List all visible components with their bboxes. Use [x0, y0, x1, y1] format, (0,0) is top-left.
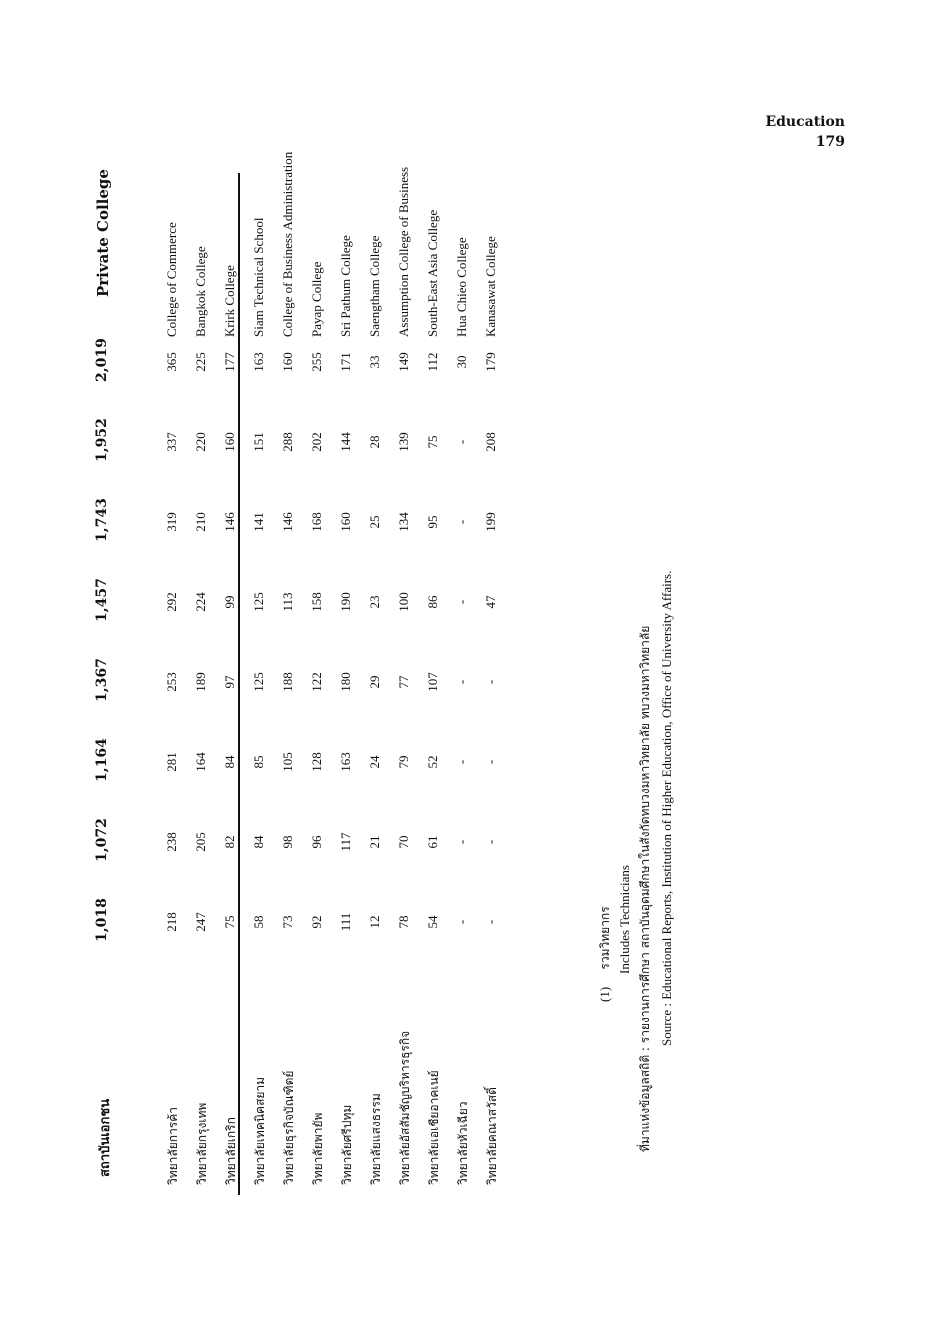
page-number: 179	[815, 134, 845, 150]
table-row	[218, 0, 246, 1337]
row-value: 247	[193, 912, 208, 932]
row-value: 95	[425, 515, 440, 529]
table-row	[450, 0, 478, 1337]
total-5: 1,457	[94, 578, 110, 622]
row-value: 70	[396, 835, 411, 849]
row-english-name: South-East Asia College	[425, 209, 440, 337]
section-title: Education	[765, 114, 845, 130]
row-value: 24	[367, 755, 382, 769]
row-value: 61	[425, 835, 440, 849]
row-english-name: Kanasawat College	[483, 236, 498, 337]
row-value: 177	[222, 352, 237, 372]
total-7: 1,952	[94, 418, 110, 462]
row-value: 255	[309, 352, 324, 372]
row-value: 163	[338, 752, 353, 772]
row-value: 112	[425, 352, 440, 372]
note-1-label: (1)	[597, 986, 612, 1002]
row-value: 180	[338, 672, 353, 692]
total-1: 1,018	[94, 898, 110, 942]
row-value: 337	[164, 432, 179, 452]
total-3: 1,164	[94, 738, 110, 782]
note-1-thai: รวมวิทยากร	[598, 906, 612, 970]
source-thai: รายงานการศึกษา สถาบันอุดมศึกษาในสังกัดทบวงมหาวิทยาลัย ทบวงมหาวิทยาลัย	[638, 625, 652, 1044]
table-row	[334, 0, 362, 1337]
table-row	[160, 0, 188, 1337]
row-value: -	[483, 919, 498, 925]
row-thai-name: วิทยาลัยธุรกิจบัณฑิตย์	[282, 1070, 296, 1185]
row-english-name: Saengtham College	[367, 235, 382, 337]
row-value: 125	[251, 672, 266, 692]
row-thai-name: วิทยาลัยพายัพ	[311, 1112, 325, 1185]
row-value: 54	[425, 915, 440, 929]
row-value: 218	[164, 912, 179, 932]
row-value: 113	[280, 592, 295, 612]
row-value: 292	[164, 592, 179, 612]
row-value: 47	[483, 595, 498, 609]
row-value: 77	[396, 675, 411, 689]
row-thai-name: วิทยาลัยเกริก	[224, 1117, 238, 1185]
row-value: -	[483, 759, 498, 765]
row-value: 205	[193, 832, 208, 852]
row-value: 168	[309, 512, 324, 532]
row-value: 164	[193, 752, 208, 772]
row-value: 146	[222, 512, 237, 532]
row-value: 171	[338, 352, 353, 372]
total-4: 1,367	[94, 658, 110, 702]
row-thai-name: วิทยาลัยหัวเฉียว	[456, 1101, 470, 1185]
row-english-name: Hua Chieo College	[454, 237, 469, 337]
row-value: 75	[425, 435, 440, 449]
row-thai-name: วิทยาลัยกรุงเทพ	[195, 1102, 209, 1185]
table-row	[247, 0, 275, 1337]
row-thai-name: วิทยาลัยศรีปทุม	[340, 1104, 354, 1185]
row-value: 160	[222, 432, 237, 452]
row-value: 82	[222, 835, 237, 849]
row-value: 288	[280, 432, 295, 452]
row-value: 92	[309, 915, 324, 929]
row-value: 208	[483, 432, 498, 452]
row-value: 99	[222, 595, 237, 609]
row-value: 30	[454, 355, 469, 369]
source-eng: Educational Reports, Institution of Higher Education, Office of University Affairs.	[659, 570, 674, 1000]
row-value: 33	[367, 355, 382, 369]
row-value: 75	[222, 915, 237, 929]
row-value: 128	[309, 752, 324, 772]
row-value: -	[454, 839, 469, 845]
row-value: 84	[222, 755, 237, 769]
row-value: 79	[396, 755, 411, 769]
source-eng-label: Source :	[659, 1003, 674, 1046]
row-value: 190	[338, 592, 353, 612]
row-value: 125	[251, 592, 266, 612]
row-value: 84	[251, 835, 266, 849]
row-value: 210	[193, 512, 208, 532]
row-value: 134	[396, 512, 411, 532]
table-right-border	[238, 173, 240, 1195]
row-value: -	[454, 919, 469, 925]
row-thai-name: วิทยาลัยแสงธรรม	[369, 1093, 383, 1185]
table-row	[479, 0, 507, 1337]
row-value: 73	[280, 915, 295, 929]
row-value: 158	[309, 592, 324, 612]
row-value: 225	[193, 352, 208, 372]
row-value: 122	[309, 672, 324, 692]
row-value: 117	[338, 832, 353, 852]
source-thai-label: ที่มาแห่งข้อมูลสถิติ :	[638, 1047, 652, 1152]
row-value: 163	[251, 352, 266, 372]
total-2: 1,072	[94, 818, 110, 862]
row-value: -	[454, 679, 469, 685]
row-thai-name: วิทยาลัยอัสสัมชัญบริหารธุรกิจ	[398, 1030, 412, 1185]
table-header-row	[94, 0, 124, 1337]
row-value: 98	[280, 835, 295, 849]
row-value: 224	[193, 592, 208, 612]
table-title-thai: สถาบันเอกชน	[98, 1098, 113, 1177]
row-value: 319	[164, 512, 179, 532]
row-value: 58	[251, 915, 266, 929]
row-value: 52	[425, 755, 440, 769]
row-value: -	[454, 759, 469, 765]
table-row	[421, 0, 449, 1337]
row-value: 144	[338, 432, 353, 452]
row-value: 146	[280, 512, 295, 532]
row-value: 25	[367, 515, 382, 529]
row-value: 23	[367, 595, 382, 609]
row-value: 179	[483, 352, 498, 372]
row-value: 139	[396, 432, 411, 452]
row-value: 29	[367, 675, 382, 689]
row-value: 96	[309, 835, 324, 849]
row-english-name: College of Commerce	[164, 222, 179, 337]
row-value: 86	[425, 595, 440, 609]
row-value: 188	[280, 672, 295, 692]
total-8: 2,019	[94, 338, 110, 382]
row-value: 100	[396, 592, 411, 612]
table-row	[305, 0, 333, 1337]
row-value: 12	[367, 915, 382, 929]
row-thai-name: วิทยาลัยเทคนิคสยาม	[253, 1076, 267, 1185]
table-row	[189, 0, 217, 1337]
row-english-name: Siam Technical School	[251, 217, 266, 337]
row-value: 97	[222, 675, 237, 689]
table-row	[363, 0, 391, 1337]
row-value: 160	[338, 512, 353, 532]
row-value: 105	[280, 752, 295, 772]
table-row	[392, 0, 420, 1337]
row-value: 141	[251, 512, 266, 532]
row-thai-name: วิทยาลัยคณาสวัสดิ์	[485, 1087, 499, 1185]
row-english-name: Assumption College of Business	[396, 166, 411, 337]
row-english-name: Payap College	[309, 261, 324, 337]
row-english-name: Bangkok College	[193, 246, 208, 337]
row-value: 151	[251, 432, 266, 452]
row-value: 189	[193, 672, 208, 692]
row-thai-name: วิทยาลัยเอเชียอาคเนย์	[427, 1070, 441, 1185]
row-thai-name: วิทยาลัยการค้า	[166, 1106, 180, 1185]
row-value: 21	[367, 835, 382, 849]
row-value: 238	[164, 832, 179, 852]
row-value: 160	[280, 352, 295, 372]
row-value: -	[483, 679, 498, 685]
row-value: 202	[309, 432, 324, 452]
row-value: 111	[338, 912, 353, 932]
row-english-name: Sri Pathum College	[338, 235, 353, 337]
row-value: -	[454, 519, 469, 525]
row-value: 85	[251, 755, 266, 769]
row-value: 220	[193, 432, 208, 452]
row-english-name: Krirk College	[222, 265, 237, 337]
row-english-name: College of Business Administration	[280, 151, 295, 337]
note-1-eng: Includes Technicians	[617, 865, 632, 974]
row-value: 365	[164, 352, 179, 372]
row-value: 78	[396, 915, 411, 929]
row-value: 281	[164, 752, 179, 772]
table-row	[276, 0, 304, 1337]
row-value: -	[454, 599, 469, 605]
total-6: 1,743	[94, 498, 110, 542]
row-value: 28	[367, 435, 382, 449]
row-value: 107	[425, 672, 440, 692]
row-value: -	[454, 439, 469, 445]
row-value: -	[483, 839, 498, 845]
row-value: 199	[483, 512, 498, 532]
row-value: 253	[164, 672, 179, 692]
private-college-title: Private College	[94, 169, 112, 297]
row-value: 149	[396, 352, 411, 372]
